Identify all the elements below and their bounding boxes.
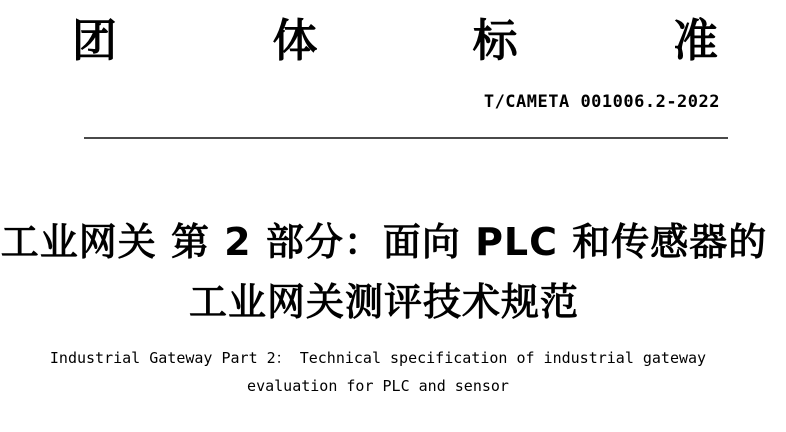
- heading-char-1: 团: [72, 14, 118, 67]
- english-title-line-2: evaluation for PLC and sensor: [247, 377, 509, 395]
- document-title-english: [0, 344, 756, 400]
- heading-char-2: 体: [272, 14, 318, 67]
- document-title: [0, 212, 768, 332]
- document-title-line-2: 工业网关测评技术规范: [188, 280, 579, 324]
- english-title-line-1: Industrial Gateway Part 2： Technical specification of industrial gateway: [49, 349, 707, 367]
- heading-char-3: 标: [472, 14, 518, 67]
- header-divider: [84, 137, 728, 139]
- document-title-line-1: 工业网关 第 2 部分：面向 PLC 和传感器的: [0, 220, 768, 264]
- heading-char-4: 准: [672, 14, 718, 67]
- standard-number: T/CAMETA 001006.2-2022: [483, 92, 720, 112]
- document-type-heading: [72, 16, 718, 66]
